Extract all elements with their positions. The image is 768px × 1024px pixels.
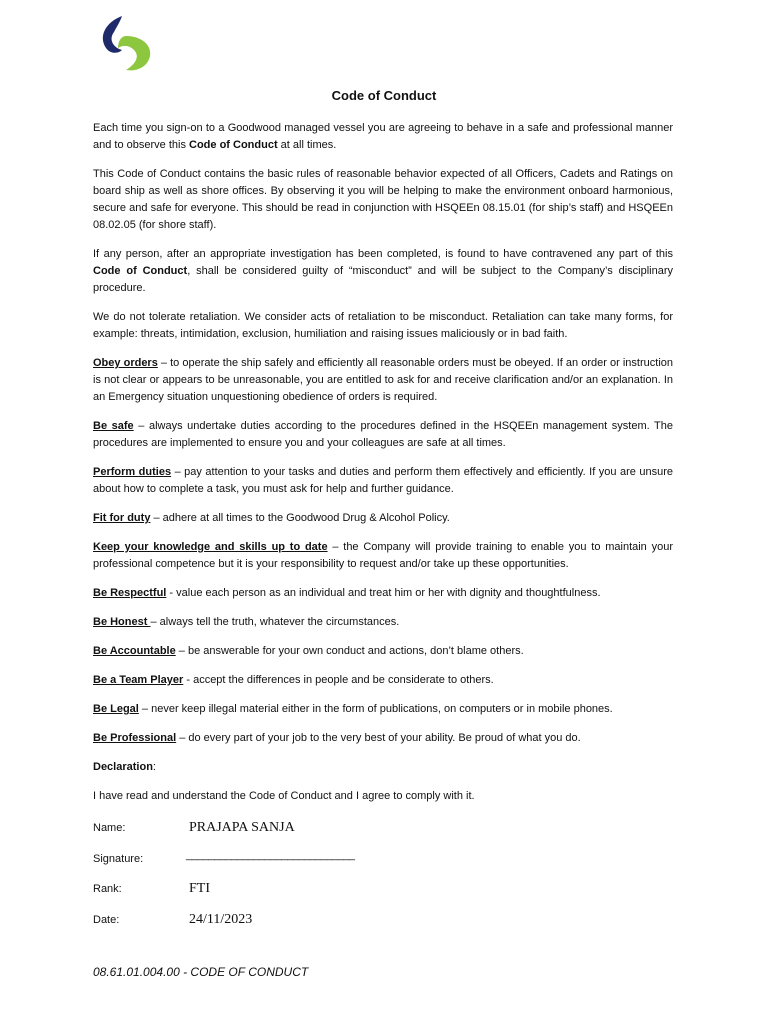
rule-heading: Be a Team Player <box>93 674 184 686</box>
rank-row <box>93 879 593 910</box>
date-label: Date: <box>93 913 120 926</box>
rule-heading: Be Legal <box>93 703 139 715</box>
rule-heading: Keep your knowledge and skills up to date <box>93 541 328 553</box>
rule-text: – adhere at all times to the Goodwood Drug & Alcohol Policy. <box>150 512 450 524</box>
rule-heading: Fit for duty <box>93 512 151 524</box>
rule-text: – the Company will provide training to enable you to maintain your professional competence but it is your responsibility to request and/or take up these opportunities. <box>93 541 673 570</box>
rule-text: – be answerable for your own conduct and actions, don’t blame others. <box>175 645 524 657</box>
rule-heading: Be Professional <box>93 732 177 744</box>
name-row <box>93 818 593 849</box>
declaration-heading <box>93 759 673 776</box>
misconduct-text-end: , shall be considered guilty of “misconduct” and will be subject to the Company’s disciplinary procedure. <box>93 265 673 294</box>
rule-item <box>93 539 673 573</box>
rule-item <box>93 643 673 660</box>
rule-item <box>93 418 673 452</box>
intro-paragraph <box>93 120 673 154</box>
rule-heading: Obey orders <box>93 357 158 369</box>
document-footer: 08.61.01.004.00 - CODE OF CONDUCT <box>93 965 309 979</box>
signature-label: Signature: <box>93 852 144 865</box>
signature-line[interactable]: ______________________________ <box>186 848 355 861</box>
signature-form <box>93 818 593 940</box>
misconduct-bold-text: Code of Conduct <box>93 265 188 277</box>
declaration-colon: : <box>152 761 156 773</box>
rule-item <box>93 614 673 631</box>
page-title: Code of Conduct <box>331 88 437 103</box>
rule-item <box>93 672 673 689</box>
name-label: Name: <box>93 822 126 834</box>
rule-item <box>93 464 673 498</box>
rule-heading: Be Honest <box>93 616 151 628</box>
declaration-text: I have read and understand the Code of Conduct and I agree to comply with it. <box>93 790 475 802</box>
rule-text: - value each person as an individual and treat him or her with dignity and thoughtfulness. <box>166 587 601 599</box>
rule-item <box>93 585 673 602</box>
rule-text: – pay attention to your tasks and duties and perform them effectively and efficiently. If you are unsure about how to complete a task, you must ask for help and further guidance. <box>93 466 673 495</box>
rule-heading: Perform duties <box>93 466 172 478</box>
rule-text: – always tell the truth, whatever the circumstances. <box>150 616 400 628</box>
rule-text: - accept the differences in people and be considerate to others. <box>183 674 494 686</box>
date-row <box>93 910 593 941</box>
rule-heading: Be Accountable <box>93 645 176 657</box>
rule-heading: Be safe <box>93 420 134 432</box>
rule-item <box>93 701 673 718</box>
document-body <box>93 120 673 817</box>
rule-text: – never keep illegal material either in the form of publications, on computers or in mobile phones. <box>138 703 613 715</box>
intro-text-end: at all times. <box>277 139 337 151</box>
rank-label: Rank: <box>93 883 122 895</box>
intro-bold-text: Code of Conduct <box>189 139 278 151</box>
rule-text: – do every part of your job to the very best of your ability. Be proud of what you do. <box>176 732 581 744</box>
signature-row <box>93 849 593 880</box>
retaliation-paragraph: We do not tolerate retaliation. We consider acts of retaliation to be misconduct. Retaliation can take many forms, for example: threats, intimidation, exclusion, humiliation and raising issues maliciously or in bad faith. <box>93 311 673 340</box>
misconduct-text: If any person, after an appropriate investigation has been completed, is found to have contravened any part of this <box>93 248 673 260</box>
scope-paragraph: This Code of Conduct contains the basic rules of reasonable behavior expected of all Officers, Cadets and Ratings on board ship as well as shore offices. By observing it you will be helping to make the environment onboard harmonious, secure and safe for everyone. This should be read in conjunction with HSQEEn 08.15.01 (for ship’s staff) and HSQEEn 08.02.05 (for shore staff). <box>93 168 673 231</box>
misconduct-paragraph <box>93 246 673 297</box>
rule-heading: Be Respectful <box>93 587 167 599</box>
rule-item <box>93 355 673 406</box>
rule-text: – always undertake duties according to the procedures defined in the HSQEEn management system. The procedures are implemented to ensure you and your colleagues are safe at all times. <box>93 420 674 449</box>
logo-green-swoosh <box>118 36 150 70</box>
rank-value[interactable]: FTI <box>189 881 210 896</box>
rule-text: – to operate the ship safely and efficiently all reasonable orders must be obeyed. If an order or instruction is not clear or appears to be unreasonable, you are entitled to ask for and receive clarification and/or an explanation. In an Emergency situation unquestioning obedience of orders is required. <box>93 357 674 403</box>
rule-item <box>93 510 673 527</box>
intro-text: Each time you sign-on to a Goodwood managed vessel you are agreeing to behave in a safe and professional manner and to observe this <box>93 122 673 151</box>
rule-item <box>93 730 673 747</box>
date-value[interactable]: 24/11/2023 <box>189 911 253 927</box>
company-logo <box>96 14 154 72</box>
name-value[interactable]: PRAJAPA SANJA <box>189 820 295 835</box>
declaration-label: Declaration <box>93 761 153 773</box>
